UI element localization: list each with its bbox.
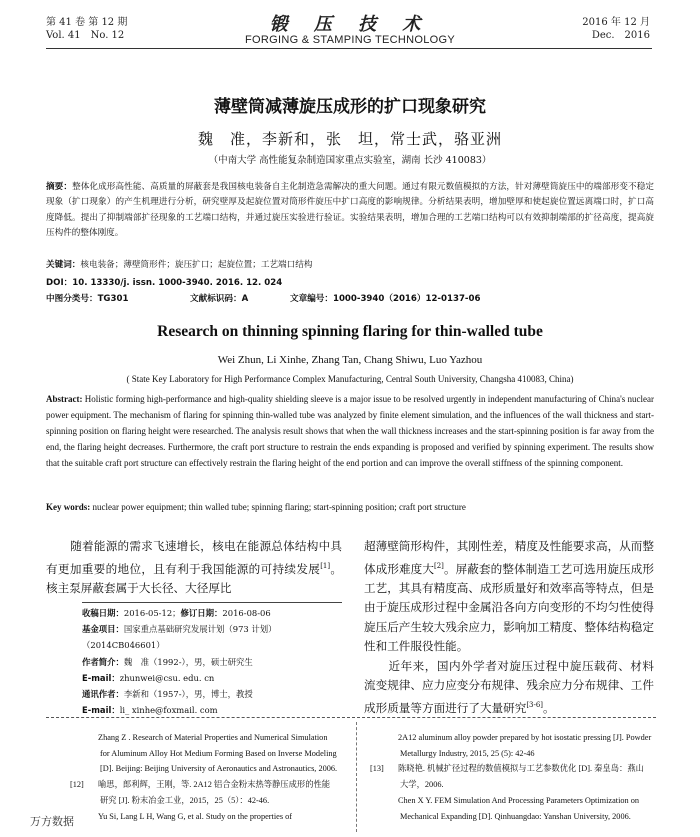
footnote xyxy=(82,605,344,718)
abstract-cn-label: 摘要： xyxy=(46,182,73,192)
affiliation-en: ( State Key Laboratory for High Performance Complex Manufacturing, Central South University, Changsha 410083, China) xyxy=(126,374,574,384)
reference-text: Yu Si, Lang L H, Wang G, et al. Study on the properties of xyxy=(98,811,293,821)
body-right-p2-text: 近年来，国内外学者对旋压过程中旋压载荷、材料流变规律、应力应变分布规律、残余应力分布规律、工件成形质量等方面进行了大量研究 xyxy=(364,658,654,715)
keywords-cn-label: 关键词： xyxy=(46,260,81,270)
authors-cn: 魏 准，李新和，张 坦，常士武，骆亚洲 xyxy=(197,130,502,148)
body-right-p2-tail: 。 xyxy=(542,700,555,715)
author2-label: 通讯作者： xyxy=(82,689,124,700)
journal-name-en: FORGING & STAMPING TECHNOLOGY xyxy=(245,34,455,46)
reference-item xyxy=(370,793,652,824)
email1-label: E-mail： xyxy=(82,672,120,683)
keywords-en xyxy=(46,502,654,512)
classification-doc-code: 文献标识码：A xyxy=(190,294,249,304)
journal-name-cn: 锻 压 技 术 xyxy=(269,14,431,35)
date-en: Dec. 2016 xyxy=(591,30,650,41)
citation: [1] xyxy=(320,561,331,570)
body-right-p1-tail: 。屏蔽套的整体制造工艺可选用旋压成形工艺，其具有精度高、成形质量好和效率高等特点，但是由于旋压成形过程中金属沿各向方向变形的不均匀性使得旋压后产生较大残余应力，影响加工精度、整体结构稳定性和工件服役性能。 xyxy=(364,561,654,654)
reference-text: 2A12 aluminum alloy powder prepared by hot isostatic pressing [J]. Powder Metallurgy Industry, 2015, 25 (5): 42-46 xyxy=(398,733,652,758)
reference-item xyxy=(370,761,652,792)
reference-item xyxy=(370,730,652,761)
abstract-cn xyxy=(46,180,654,242)
footnote-author2 xyxy=(82,686,344,702)
reference-text: 喻思，郎利辉，王刚，等. 2A12 铝合金粉末热等静压成形的性能研究 [J]. 粉末冶金工业，2015，25（5）：42-46. xyxy=(98,780,331,805)
fund-label: 基金项目： xyxy=(82,624,124,635)
footnote-dates xyxy=(82,605,344,621)
column-divider xyxy=(356,722,357,832)
volume-cn: 第 41 卷 第 12 期 xyxy=(46,17,128,28)
body-right-p2 xyxy=(364,657,654,718)
body-right-column xyxy=(364,537,654,718)
classification-article-no: 文章编号：1000-3940（2016）12-0137-06 xyxy=(290,294,481,304)
abstract-en-label: Abstract: xyxy=(46,394,83,404)
watermark: 万方数据 xyxy=(30,815,74,828)
authors-en: Wei Zhun, Li Xinhe, Zhang Tan, Chang Shiwu, Luo Yazhou xyxy=(217,354,483,366)
page-title-en: Research on thinning spinning flaring for thin-walled tube xyxy=(157,323,543,340)
footnote-rule xyxy=(82,602,342,603)
received-label: 收稿日期： xyxy=(82,608,124,618)
reference-num: [13] xyxy=(370,764,384,774)
body-right-p1-text: 超薄壁筒形构件，其刚性差，精度及性能要求高，从而整体成形难度大 xyxy=(364,539,654,576)
keywords-cn xyxy=(46,258,654,273)
reference-text: Chen X Y. FEM Simulation And Processing Parameters Optimization on Mechanical Expanding [D]. Qinhuangdao: Yanshan University, 2006. xyxy=(398,795,640,821)
keywords-en-label: Key words: xyxy=(46,502,91,512)
reference-item xyxy=(70,730,338,777)
revised-label: 修订日期： xyxy=(180,608,223,618)
body-left-column xyxy=(46,537,342,598)
author1-label: 作者简介： xyxy=(82,656,124,667)
body-right-p1 xyxy=(364,537,654,657)
affiliation-cn: （中南大学 高性能复杂制造国家重点实验室，湖南 长沙 410083） xyxy=(208,155,492,166)
abstract-cn-text: 整体化成形高性能、高质量的屏蔽套是我国核电装备自主化制造急需解决的重大问题。通过有限元数值模拟的方法，针对薄壁筒旋压中的端部形变不稳定现象（扩口现象）的产生机理进行分析，研究壁厚及起旋位置对筒形件旋压中扩口高度的影响规律。分析结果表明，增加壁厚和使起旋位置远离端口时，扩口高度降低。提出了抑制端部扩径现象的工艺端口结构，并通过旋压实验进行验证。实验结果表明，增加合理的工艺端口结构可以有效抑制端部的扩径高度，提高旋压构件的整体刚度。 xyxy=(46,182,654,239)
volume-en: Vol. 41 No. 12 xyxy=(46,30,125,41)
references-right xyxy=(370,730,652,824)
author1-text: 魏 准（1992-），男，硕士研究生 xyxy=(123,656,253,667)
page-title-cn: 薄壁筒减薄旋压成形的扩口现象研究 xyxy=(214,97,486,117)
email1-link[interactable]: zhunwei@csu. edu. cn xyxy=(119,672,215,683)
body-left-p1-tail: 。核主泵屏蔽套属于大长径、大径厚比 xyxy=(46,561,342,595)
body-left-p1: 随着能源的需求飞速增长，核电在能源总体结构中具有更加重要的地位，且有利于我国能源的可持续发展 xyxy=(46,539,342,576)
reference-text: 陈晓艳. 机械扩径过程的数值模拟与工艺参数优化 [D]. 秦皇岛：燕山大学，2006. xyxy=(398,764,644,790)
header-rule xyxy=(46,48,652,49)
reference-num: [12] xyxy=(70,780,84,790)
abstract-en-text: Holistic forming high-performance and high-quality shielding sleeve is a major issue to be resolved urgently in independent manufacturing of China's nuclear power equipment. The mechanism of flaring for spinning thin-walled tube was analyzed by finite element simulation, and the influences of the wall thickness and start-spinning position on flaring height were researched. The analysis result shows that when the wall thickness increases and the start-spinning position is far away from the end, the flaring height decreases. Furthermore, the craft port structure to restrain the ends expanding is proposed and verified by spinning experiment. The results show that the suitable craft port structure can effectively restrain the flaring height of the end portion and can improve the overall stiffness of the spinning component. xyxy=(46,394,654,468)
issue-date xyxy=(582,16,650,42)
citation: [2] xyxy=(434,561,444,570)
reference-item xyxy=(70,777,338,808)
reference-text: Zhang Z . Research of Material Properties and Numerical Simulation for Aluminum Alloy Hot Medium Forming Based on Inverse Modeling [D]. Beijing: Beijing University of Aeronautics and Astronautics, 2006. xyxy=(98,733,338,774)
revised-date: 2016-08-06 xyxy=(222,608,271,618)
references-left xyxy=(70,730,338,824)
email2-label: E-mail： xyxy=(82,705,120,716)
fund-text: 国家重点基础研究发展计划（973 计划）（2014CB046601） xyxy=(82,624,277,651)
author2-text: 李新和（1957-），男，博士，教授 xyxy=(123,689,253,700)
footnote-email1 xyxy=(82,670,344,686)
classification-clc: 中图分类号：TG301 xyxy=(46,294,129,304)
date-cn: 2016 年 12 月 xyxy=(582,17,650,28)
footnote-fund xyxy=(82,621,344,653)
reference-item xyxy=(70,809,338,825)
footnote-email2 xyxy=(82,702,344,718)
doi: DOI：10. 13330/j. issn. 1000-3940. 2016. 12. 024 xyxy=(46,278,283,288)
keywords-cn-text: 核电装备；薄壁筒形件；旋压扩口；起旋位置；工艺端口结构 xyxy=(80,260,313,270)
keywords-en-text: nuclear power equipment; thin walled tube; spinning flaring; start-spinning position; craft port structure xyxy=(90,502,466,512)
email2-link[interactable]: li_ xinhe@foxmail. com xyxy=(119,705,218,716)
references-separator xyxy=(46,717,656,718)
footnote-author1 xyxy=(82,654,344,670)
received-date: 2016-05-12； xyxy=(123,608,181,618)
citation: [3-6] xyxy=(526,700,543,709)
abstract-en xyxy=(46,392,654,472)
